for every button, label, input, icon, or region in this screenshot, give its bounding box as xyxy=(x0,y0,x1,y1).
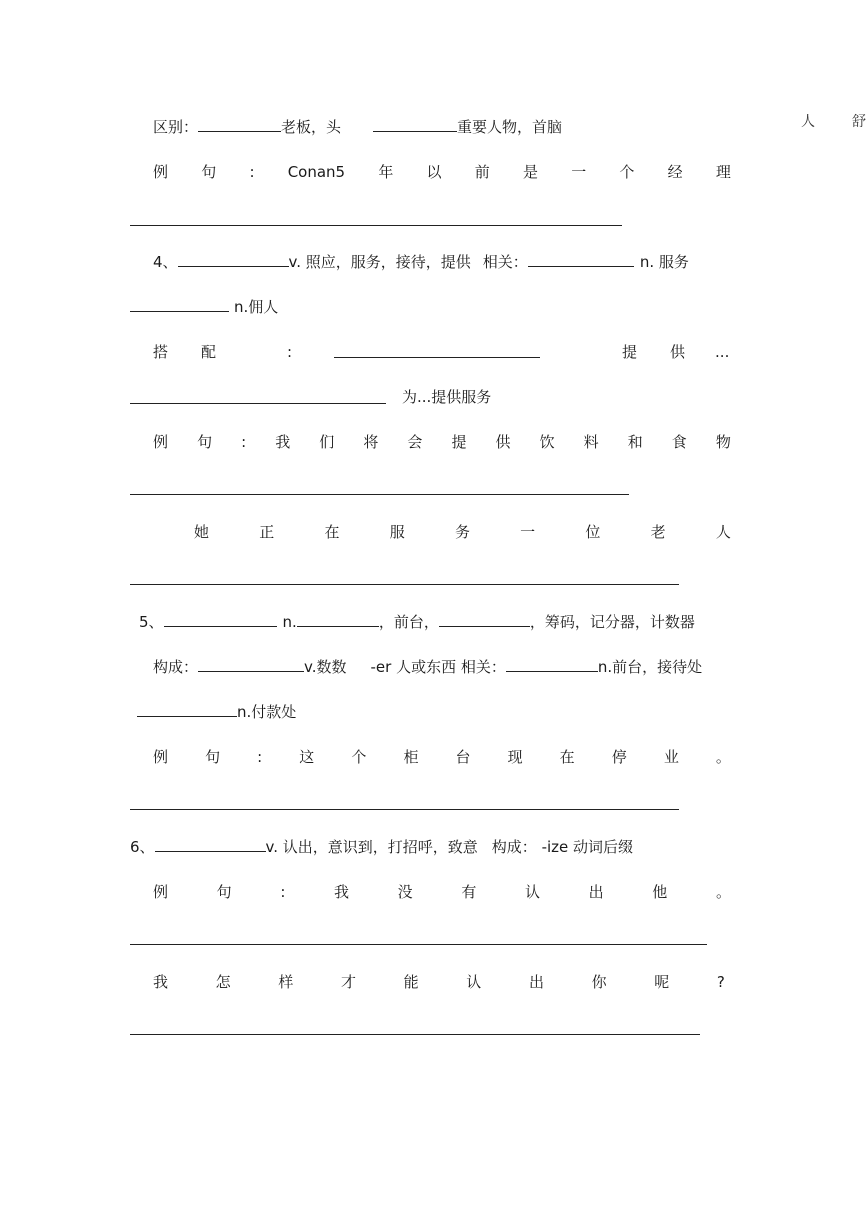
example-char: 停 xyxy=(611,748,627,766)
front-desk-text: ，前台， xyxy=(378,613,439,631)
answer-blank[interactable] xyxy=(130,297,229,312)
example-char: 句 xyxy=(205,748,221,766)
example-char: 饮 xyxy=(539,433,555,451)
item-6-form: 构成： -ize 动词后缀 xyxy=(491,838,634,856)
difference-a: 老板，头 xyxy=(281,118,342,136)
example-char: 样 xyxy=(278,973,294,991)
example-char: 句 xyxy=(216,883,232,901)
answer-blank[interactable] xyxy=(155,837,266,852)
example-char: 才 xyxy=(340,973,356,991)
example-char: 句 xyxy=(197,433,213,451)
example-sentence-5 xyxy=(153,747,731,767)
example-char: 一 xyxy=(571,163,587,181)
example-char: 理 xyxy=(715,163,731,181)
example-char: 没 xyxy=(397,883,413,901)
form-label: 构成： xyxy=(153,658,199,676)
verb-count: v.数数 xyxy=(304,658,347,676)
answer-blank[interactable] xyxy=(178,252,289,267)
cashier-text: n.付款处 xyxy=(237,703,297,721)
noun-servant: n.佣人 xyxy=(234,298,279,316)
example-char: 人 xyxy=(715,523,731,541)
example-char: 例 xyxy=(153,748,169,766)
example-char: 一 xyxy=(520,523,536,541)
example-char: 。 xyxy=(715,883,731,901)
collocation-char: 配 xyxy=(201,343,217,361)
difference-b: 重要人物，首脑 xyxy=(457,118,563,136)
item-number: 6、 xyxy=(130,838,155,856)
provide-char: 供 xyxy=(670,343,686,361)
example-char: 经 xyxy=(667,163,683,181)
corner-char-b: 舒 xyxy=(852,114,866,130)
example-char: 认 xyxy=(524,883,540,901)
example-char: 位 xyxy=(585,523,601,541)
item-4-line xyxy=(153,252,689,272)
example-char: 呢 xyxy=(654,973,670,991)
example-sentence-3 xyxy=(153,162,731,182)
example-char: : xyxy=(257,748,263,766)
item-number: 5、 xyxy=(139,613,164,631)
er-suffix-text: -er 人或东西 相关： xyxy=(370,658,506,676)
provide-char: 提 xyxy=(622,343,638,361)
example-char: 服 xyxy=(389,523,405,541)
example-char: Conan5 xyxy=(287,163,346,181)
example-char: 将 xyxy=(363,433,379,451)
example-char: : xyxy=(249,163,255,181)
reception-text: n.前台，接待处 xyxy=(597,658,703,676)
item-5-cashier-line xyxy=(137,702,296,722)
example-char: 出 xyxy=(588,883,604,901)
example-char: 她 xyxy=(194,523,210,541)
example-char: 我 xyxy=(275,433,291,451)
answer-line[interactable] xyxy=(334,357,540,358)
example-char: : xyxy=(280,883,286,901)
item-number: 4、 xyxy=(153,253,178,271)
item-6-line xyxy=(130,837,633,857)
answer-line[interactable] xyxy=(130,403,386,404)
answer-blank[interactable] xyxy=(297,612,379,627)
example-char: 业 xyxy=(663,748,679,766)
example-sentence-6a xyxy=(153,882,731,902)
answer-blank[interactable] xyxy=(164,612,277,627)
answer-line[interactable] xyxy=(130,944,707,945)
example-char: : xyxy=(241,433,247,451)
example-char: 你 xyxy=(591,973,607,991)
example-sentence-4a xyxy=(153,432,731,452)
collocation-label xyxy=(153,342,292,362)
answer-line[interactable] xyxy=(130,1034,700,1035)
example-char: 食 xyxy=(671,433,687,451)
example-char: 们 xyxy=(319,433,335,451)
example-char: 个 xyxy=(351,748,367,766)
answer-line[interactable] xyxy=(130,809,679,810)
answer-blank[interactable] xyxy=(198,657,304,672)
example-char: 供 xyxy=(495,433,511,451)
example-char: 例 xyxy=(153,883,169,901)
noun-service: n. 服务 xyxy=(639,253,689,271)
item-4-servant-line xyxy=(130,297,278,317)
provide-label xyxy=(622,342,729,362)
answer-line[interactable] xyxy=(130,584,679,585)
example-char: 能 xyxy=(403,973,419,991)
example-char: 这 xyxy=(299,748,315,766)
answer-blank[interactable] xyxy=(528,252,634,267)
example-char: 我 xyxy=(334,883,350,901)
example-char: 柜 xyxy=(403,748,419,766)
example-char: 在 xyxy=(559,748,575,766)
example-char: 例 xyxy=(153,433,169,451)
example-char: 料 xyxy=(583,433,599,451)
example-char: 提 xyxy=(451,433,467,451)
example-char: 务 xyxy=(454,523,470,541)
provide-char: ... xyxy=(715,343,730,361)
example-char: 物 xyxy=(715,433,731,451)
example-char: 出 xyxy=(528,973,544,991)
example-char: 我 xyxy=(153,973,169,991)
difference-line xyxy=(153,117,562,137)
example-char: 前 xyxy=(474,163,490,181)
corner-char-a: 人 xyxy=(801,114,815,130)
item-4-definition: v. 照应，服务，接待，提供 xyxy=(288,253,471,271)
example-char: 台 xyxy=(455,748,471,766)
chips-text: ，筹码，记分器，计数器 xyxy=(529,613,695,631)
example-char: 认 xyxy=(466,973,482,991)
example-char: 在 xyxy=(324,523,340,541)
answer-line[interactable] xyxy=(130,494,629,495)
example-char: 正 xyxy=(259,523,275,541)
collocation-char: : xyxy=(287,343,293,361)
answer-blank[interactable] xyxy=(439,612,530,627)
example-char: 是 xyxy=(522,163,538,181)
answer-blank[interactable] xyxy=(506,657,598,672)
item-6-definition: v. 认出，意识到，打招呼，致意 xyxy=(265,838,478,856)
example-char: 。 xyxy=(715,748,731,766)
example-sentence-6b xyxy=(153,972,725,992)
noun-label: n. xyxy=(282,613,297,631)
answer-blank[interactable] xyxy=(198,117,281,132)
example-char: 年 xyxy=(378,163,394,181)
related-label: 相关： xyxy=(482,253,528,271)
example-char: 有 xyxy=(461,883,477,901)
example-char: 他 xyxy=(652,883,668,901)
answer-blank[interactable] xyxy=(137,702,237,717)
example-char: 以 xyxy=(426,163,442,181)
example-sentence-4b xyxy=(194,522,731,542)
collocation-char: 搭 xyxy=(153,343,169,361)
item-5-form-line xyxy=(153,657,702,677)
example-char: 和 xyxy=(627,433,643,451)
example-char: 怎 xyxy=(215,973,231,991)
example-char: 个 xyxy=(619,163,635,181)
answer-blank[interactable] xyxy=(373,117,457,132)
example-char: 会 xyxy=(407,433,423,451)
answer-line[interactable] xyxy=(130,225,622,226)
example-char: 例 xyxy=(153,163,169,181)
serve-for-text: 为...提供服务 xyxy=(402,388,492,406)
difference-label: 区别： xyxy=(153,118,199,136)
example-char: 老 xyxy=(650,523,666,541)
item-5-line xyxy=(139,612,695,632)
example-char: 句 xyxy=(201,163,217,181)
example-char: 现 xyxy=(507,748,523,766)
example-char: ? xyxy=(716,973,725,991)
